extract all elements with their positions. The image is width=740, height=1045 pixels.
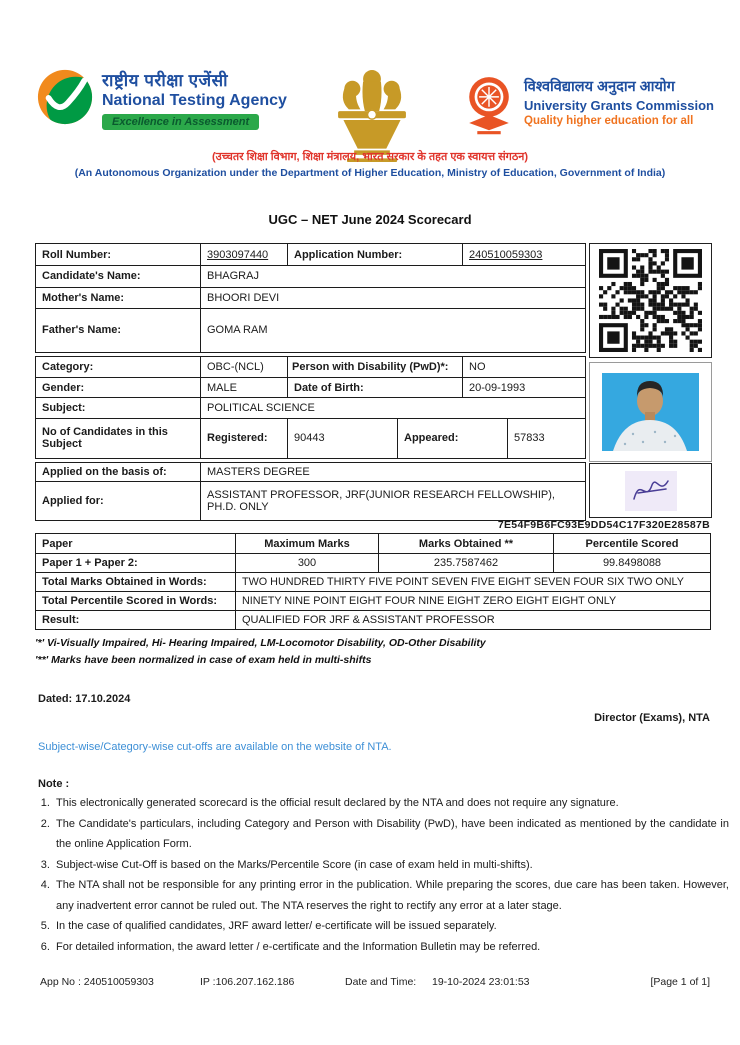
roll-number-value: 3903097440 — [201, 244, 288, 266]
nta-name-hindi: राष्ट्रीय परीक्षा एजेंसी — [102, 71, 229, 90]
candidate-info-section — [35, 243, 585, 521]
note-item: 4. The NTA shall not be responsible for any printing error in the publication. While preparing the scores, due care has been taken. However, any inadvertent error cannot be ruled out. The NTA reserves the right to rectify any error at a later stage. — [53, 875, 729, 916]
nta-title-block — [102, 68, 287, 130]
applied-for-label: Applied for: — [36, 481, 201, 520]
ugc-tagline: Quality higher education for all — [524, 115, 694, 127]
marks-header-paper: Paper — [36, 534, 236, 554]
names-table — [35, 265, 586, 353]
marks-words-value: TWO HUNDRED THIRTY FIVE POINT SEVEN FIVE EIGHT SEVEN FOUR SIX TWO ONLY — [236, 572, 711, 591]
note-item: 3. Subject-wise Cut-Off is based on the Marks/Percentile Score (in case of exam held in multi-shifts). — [53, 855, 729, 876]
footer-datetime-label: Date and Time: — [345, 976, 417, 988]
candidate-name-label: Candidate's Name: — [36, 265, 201, 287]
application-number-value: 240510059303 — [463, 244, 586, 266]
verification-code: 7E54F9B6FC93E9DD54C17F320E28587B — [497, 519, 710, 531]
footer-app-no: App No : 240510059303 — [40, 976, 154, 988]
marks-section — [35, 533, 710, 630]
basis-label: Applied on the basis of: — [36, 462, 201, 481]
result-value: QUALIFIED FOR JRF & ASSISTANT PROFESSOR — [236, 610, 711, 629]
org-line-hindi: (उच्चतर शिक्षा विभाग, शिक्षा मंत्रालय, भारत सरकार के तहत एक स्वायत्त संगठन) — [212, 151, 528, 163]
dob-label: Date of Birth: — [288, 377, 463, 398]
footer-datetime-value: 19-10-2024 23:01:53 — [432, 976, 530, 988]
signatory-line: Director (Exams), NTA — [594, 712, 710, 724]
registered-label: Registered: — [201, 418, 288, 458]
pwd-label: Person with Disability (PwD)*: — [288, 356, 463, 377]
candidate-photo — [589, 362, 712, 462]
footnote-normalized: '**' Marks have been normalized in case of exam held in multi-shifts — [35, 654, 372, 666]
pwd-value: NO — [463, 356, 586, 377]
footnote-disability: '*' Vi-Visually Impaired, Hi- Hearing Impaired, LM-Locomotor Disability, OD-Other Disability — [35, 637, 486, 649]
note-heading: Note : — [38, 778, 70, 790]
father-name-value: GOMA RAM — [201, 308, 586, 352]
father-name-label: Father's Name: — [36, 308, 201, 352]
subject-label: Subject: — [36, 398, 201, 419]
notes-list — [36, 793, 729, 957]
mother-name-value: BHOORI DEVI — [201, 287, 586, 308]
qr-code — [589, 243, 712, 358]
footer-page-number: [Page 1 of 1] — [650, 976, 710, 988]
applied-for-value: ASSISTANT PROFESSOR, JRF(JUNIOR RESEARCH FELLOWSHIP), PH.D. ONLY — [201, 481, 586, 520]
nta-logo — [36, 68, 94, 126]
india-emblem — [322, 62, 422, 162]
note-item: 5. In the case of qualified candidates, JRF award letter/ e-certificate will be issued separately. — [53, 916, 729, 937]
signature-image — [616, 469, 686, 513]
appeared-value: 57833 — [508, 418, 586, 458]
paper-row-label: Paper 1 + Paper 2: — [36, 554, 236, 573]
note-item: 1. This electronically generated scorecard is the official result declared by the NTA and does not require any signature. — [53, 793, 729, 814]
result-label: Result: — [36, 610, 236, 629]
gender-label: Gender: — [36, 377, 201, 398]
percentile-scored-value: 99.8498088 — [554, 554, 711, 573]
gender-value: MALE — [201, 377, 288, 398]
note-item: 6. For detailed information, the award letter / e-certificate and the Information Bulletin may be referred. — [53, 937, 729, 958]
candidates-count-label: No of Candidates in this Subject — [36, 418, 201, 458]
roll-number-label: Roll Number: — [36, 244, 201, 266]
applied-table — [35, 462, 586, 521]
note-item: 2. The Candidate's particulars, including Category and Person with Disability (PwD), have been indicated as mentioned by the candidate in the online Application Form. — [53, 814, 729, 855]
percentile-words-value: NINETY NINE POINT EIGHT FOUR NINE EIGHT ZERO EIGHT EIGHT ONLY — [236, 591, 711, 610]
marks-header-obtained: Marks Obtained ** — [379, 534, 554, 554]
ugc-name-english: University Grants Commission — [524, 98, 714, 113]
category-gender-table — [35, 356, 586, 399]
footer-ip: IP :106.207.162.186 — [200, 976, 295, 988]
qr-code-icon — [599, 249, 702, 352]
candidate-photo-image — [595, 368, 706, 456]
category-label: Category: — [36, 356, 201, 377]
category-value: OBC-(NCL) — [201, 356, 288, 377]
application-number-label: Application Number: — [288, 244, 463, 266]
ugc-name-hindi: विश्वविद्यालय अनुदान आयोग — [524, 79, 675, 95]
marks-header-percentile: Percentile Scored — [554, 534, 711, 554]
mother-name-label: Mother's Name: — [36, 287, 201, 308]
marks-words-label: Total Marks Obtained in Words: — [36, 572, 236, 591]
dob-value: 20-09-1993 — [463, 377, 586, 398]
page-title: UGC – NET June 2024 Scorecard — [268, 212, 472, 227]
ugc-title-block — [524, 76, 714, 127]
marks-table — [35, 533, 711, 573]
candidate-signature — [589, 463, 712, 518]
candidates-count-table — [35, 418, 586, 459]
ashoka-emblem-icon — [322, 62, 422, 162]
nta-tagline-banner: Excellence in Assessment — [102, 114, 259, 130]
subject-value: POLITICAL SCIENCE — [201, 398, 586, 419]
subject-table — [35, 397, 586, 419]
org-line-english: (An Autonomous Organization under the Department of Higher Education, Ministry of Education, Government of India) — [74, 167, 666, 179]
ugc-logo-icon — [462, 73, 516, 137]
appeared-label: Appeared: — [398, 418, 508, 458]
registered-value: 90443 — [288, 418, 398, 458]
dated-line: Dated: 17.10.2024 — [38, 693, 131, 705]
nta-logo-icon — [36, 68, 94, 126]
ugc-logo — [462, 73, 516, 137]
marks-header-max: Maximum Marks — [236, 534, 379, 554]
percentile-words-label: Total Percentile Scored in Words: — [36, 591, 236, 610]
basis-value: MASTERS DEGREE — [201, 462, 586, 481]
candidate-name-value: BHAGRAJ — [201, 265, 586, 287]
marks-obtained-value: 235.7587462 — [379, 554, 554, 573]
roll-row-table — [35, 243, 586, 266]
maximum-marks-value: 300 — [236, 554, 379, 573]
cutoff-link[interactable]: Subject-wise/Category-wise cut-offs are available on the website of NTA. — [38, 741, 392, 753]
nta-name-english: National Testing Agency — [102, 92, 287, 109]
marks-words-table — [35, 572, 711, 630]
